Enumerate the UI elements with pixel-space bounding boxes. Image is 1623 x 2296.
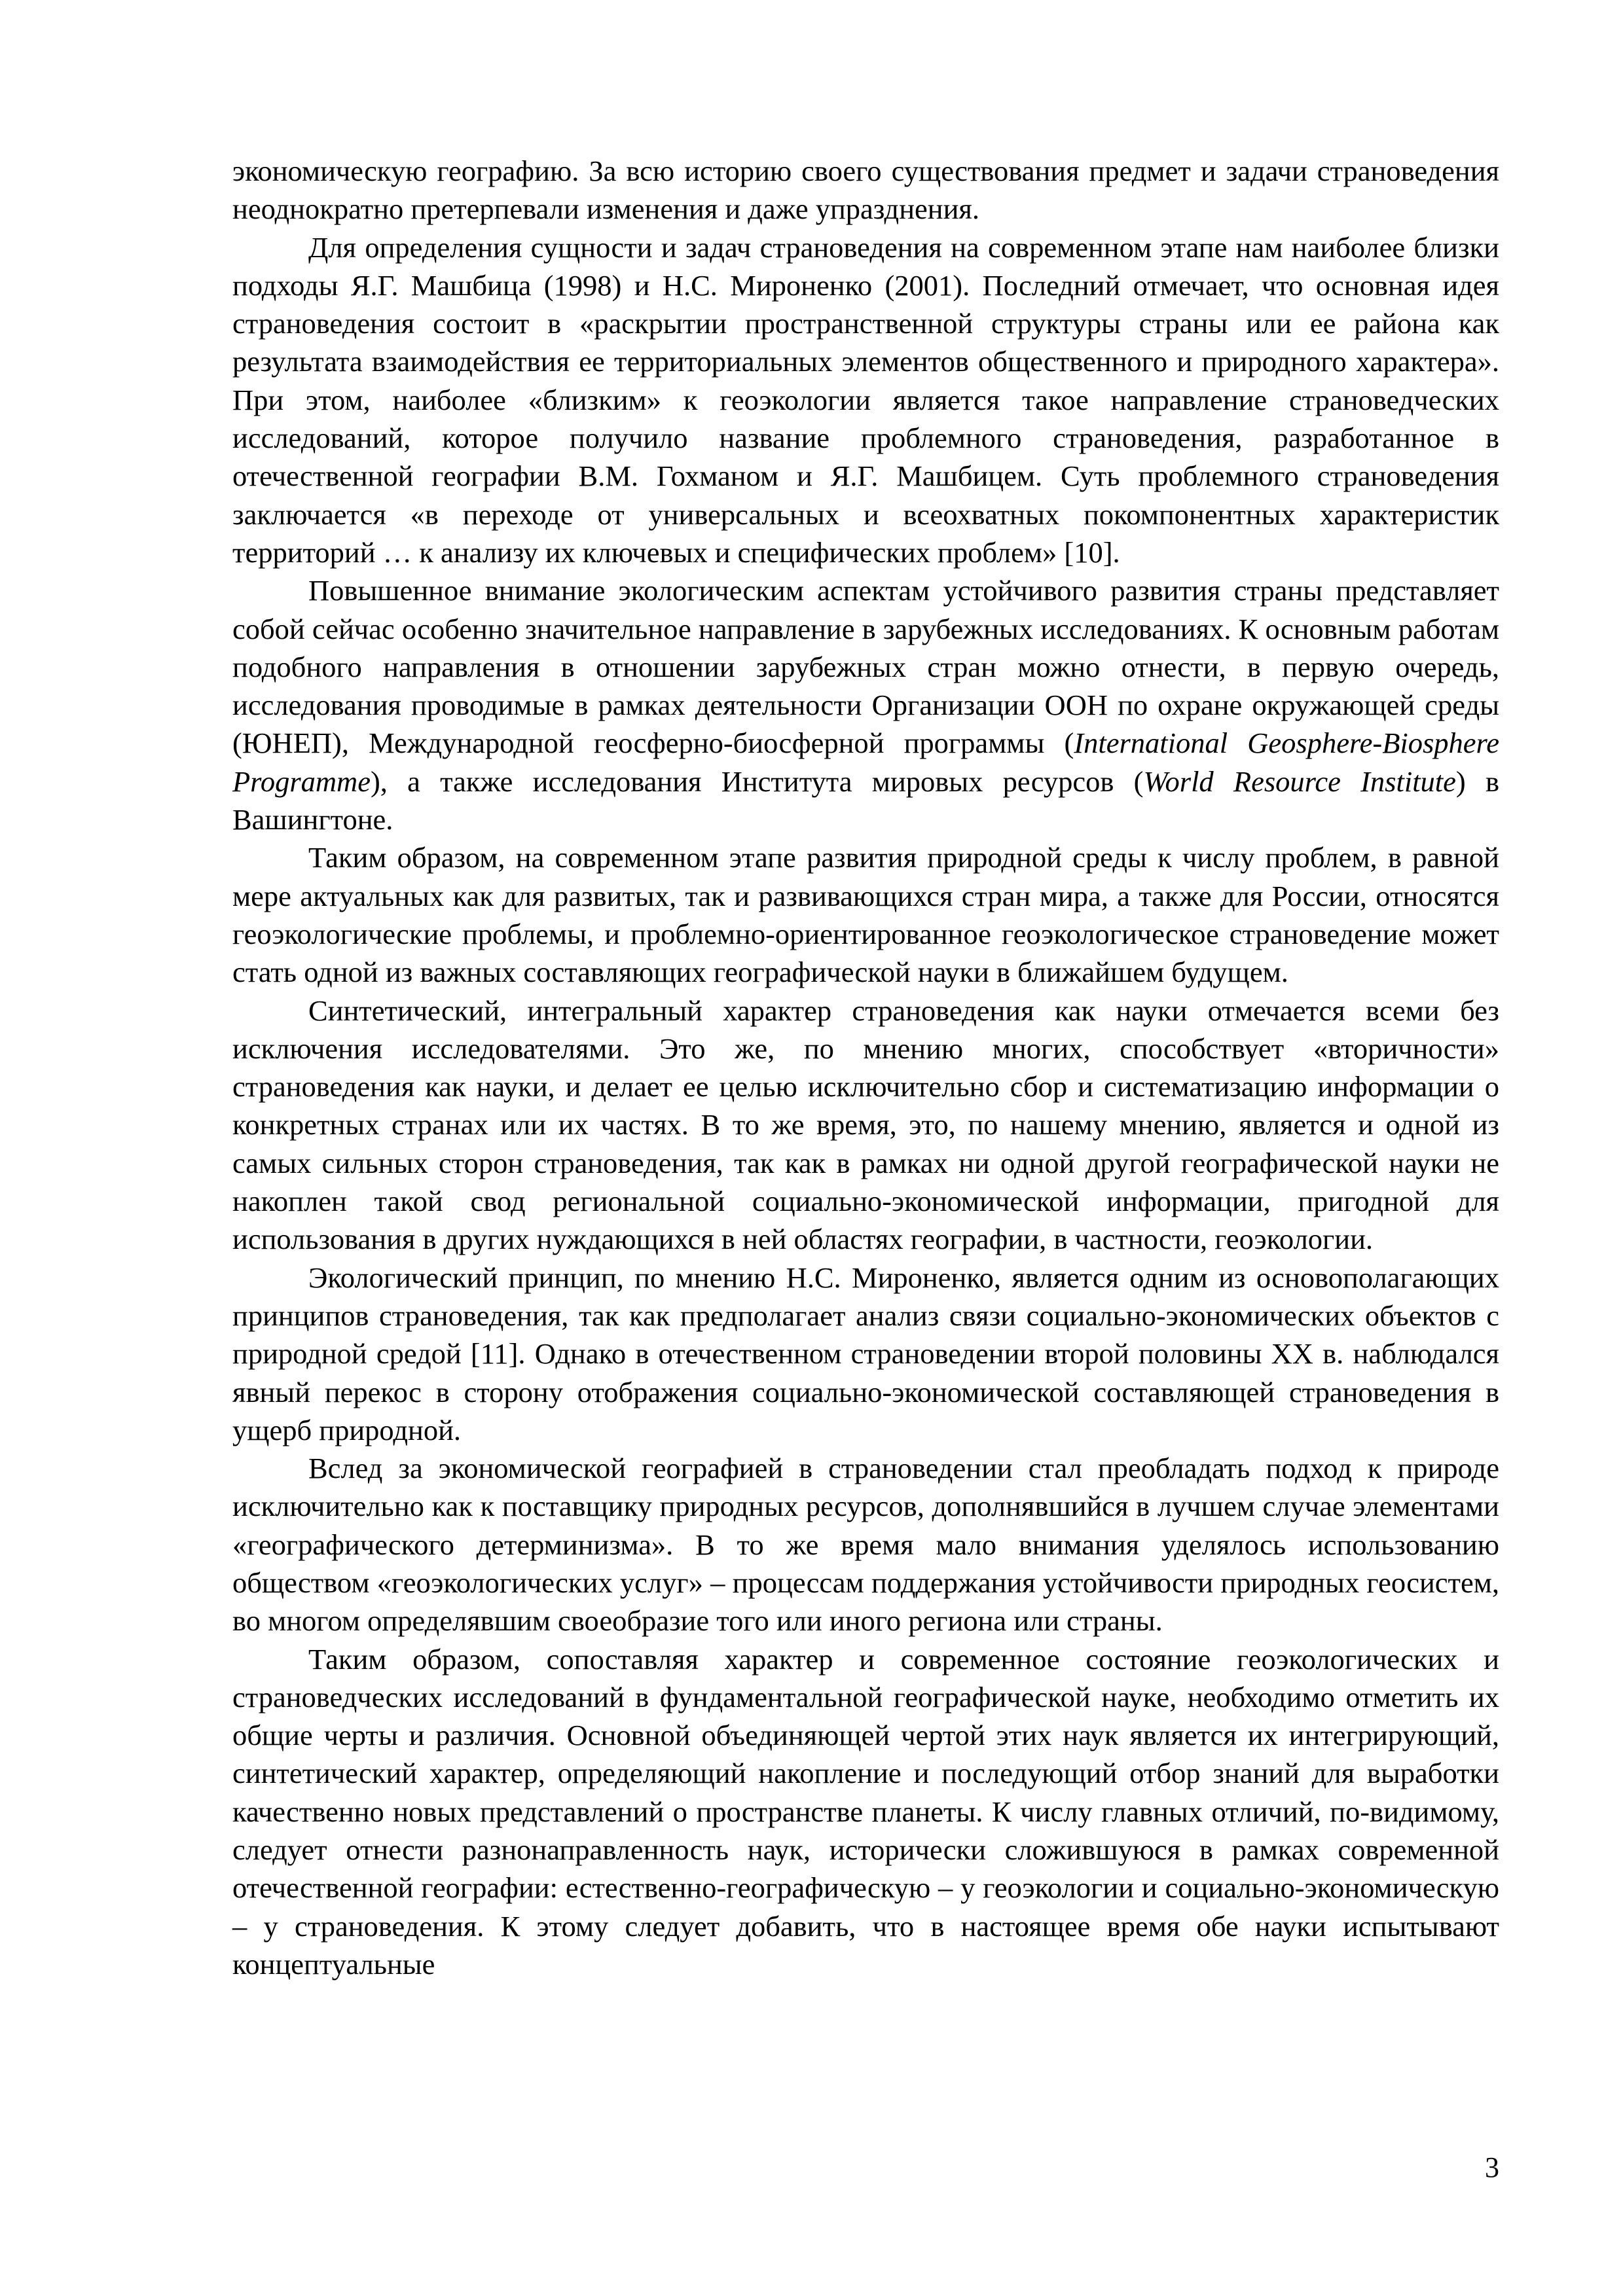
- paragraph-3-text-start: Повышенное внимание экологическим аспектам устойчивого развития страны представляет собой сейчас особенно значительное направление в зарубежных исследованиях. К основным работам подобного направления в отношении зарубежных стран можно отнести, в первую очередь, исследования проводимые в рамках деятельности Организации ООН по охране окружающей среды (ЮНЕП), Международной геосферно-биосферной программы (: [232, 574, 1499, 760]
- paragraph-8: Таким образом, сопоставляя характер и современное состояние геоэкологических и страноведческих исследований в фундаментальной географической науке, необходимо отметить их общие черты и различия. Основной объединяющей чертой этих наук является их интегрирующий, синтетический характер, определяющий накопление и последующий отбор знаний для выработки качественно новых представлений о пространстве планеты. К числу главных отличий, по-видимому, следует отнести разнонаправленность наук, исторически сложившуюся в рамках современной отечественной географии: естественно-географическую – у геоэкологии и социально-экономическую – у страноведения. К этому следует добавить, что в настоящее время обе науки испытывают концептуальные: [232, 1642, 1499, 1981]
- paragraph-2: Для определения сущности и задач страноведения на современном этапе нам наиболее близки подходы Я.Г. Машбица (1998) и Н.С. Мироненко (2001). Последний отмечает, что основная идея страноведения состоит в «раскрытии пространственной структуры страны или ее района как результата взаимодействия ее территориальных элементов общественного и природного характера». При этом, наиболее «близким» к геоэкологии является такое направление страноведческих исследований, которое получило название проблемного страноведения, разработанное в отечественной географии В.М. Гохманом и Я.Г. Машбицем. Суть проблемного страноведения заключается «в переходе от универсальных и всеохватных покомпонентных характеристик территорий … к анализу их ключевых и специфических проблем» [10].: [232, 230, 1499, 569]
- paragraph-7: Вслед за экономической географией в страноведении стал преобладать подход к природе исключительно как к поставщику природных ресурсов, дополнявшийся в лучшем случае элементами «географического детерминизма». В то же время мало внимания уделялось использованию обществом «геоэкологических услуг» – процессам поддержания устойчивости природных геосистем, во многом определявшим своеобразие того или иного региона или страны.: [232, 1452, 1499, 1638]
- page-number: 3: [1485, 2151, 1499, 2183]
- paragraph-1: экономическую географию. За всю историю своего существования предмет и задачи страноведения неоднократно претерпевали изменения и даже упразднения.: [232, 154, 1499, 226]
- paragraph-4: Таким образом, на современном этапе развития природной среды к числу проблем, в равной мере актуальных как для развитых, так и развивающихся стран мира, а также для России, относятся геоэкологические проблемы, и проблемно-ориентированное геоэкологическое страноведение может стать одной из важных составляющих географической науки в ближайшем будущем.: [232, 841, 1499, 989]
- paragraph-5: Синтетический, интегральный характер страноведения как науки отмечается всеми без исключения исследователями. Это же, по мнению многих, способствует «вторичности» страноведения как науки, и делает ее целью исключительно сбор и систематизацию информации о конкретных странах или их частях. В то же время, это, по нашему мнению, является и одной из самых сильных сторон страноведения, так как в рамках ни одной другой географической науки не накоплен такой свод региональной социально-экономической информации, пригодной для использования в других нуждающихся в ней областях географии, в частности, геоэкологии.: [232, 994, 1499, 1256]
- italic-institute-name: World Resource Institute: [1143, 764, 1456, 798]
- paragraph-3: [232, 571, 1499, 838]
- paragraph-3-text-end: ) в Вашингтоне.: [232, 764, 1499, 836]
- paragraph-3-text-middle: ), а также исследования Института мировых ресурсов (: [370, 764, 1144, 798]
- document-page: [232, 152, 1499, 1983]
- italic-program-name: International Geosphere-Biosphere Programme: [232, 726, 1499, 798]
- paragraph-6: Экологический принцип, по мнению Н.С. Мироненко, является одним из основополагающих принципов страноведения, так как предполагает анализ связи социально-экономических объектов с природной средой [11]. Однако в отечественном страноведении второй половины XX в. наблюдался явный перекос в сторону отображения социально-экономической составляющей страноведения в ущерб природной.: [232, 1261, 1499, 1446]
